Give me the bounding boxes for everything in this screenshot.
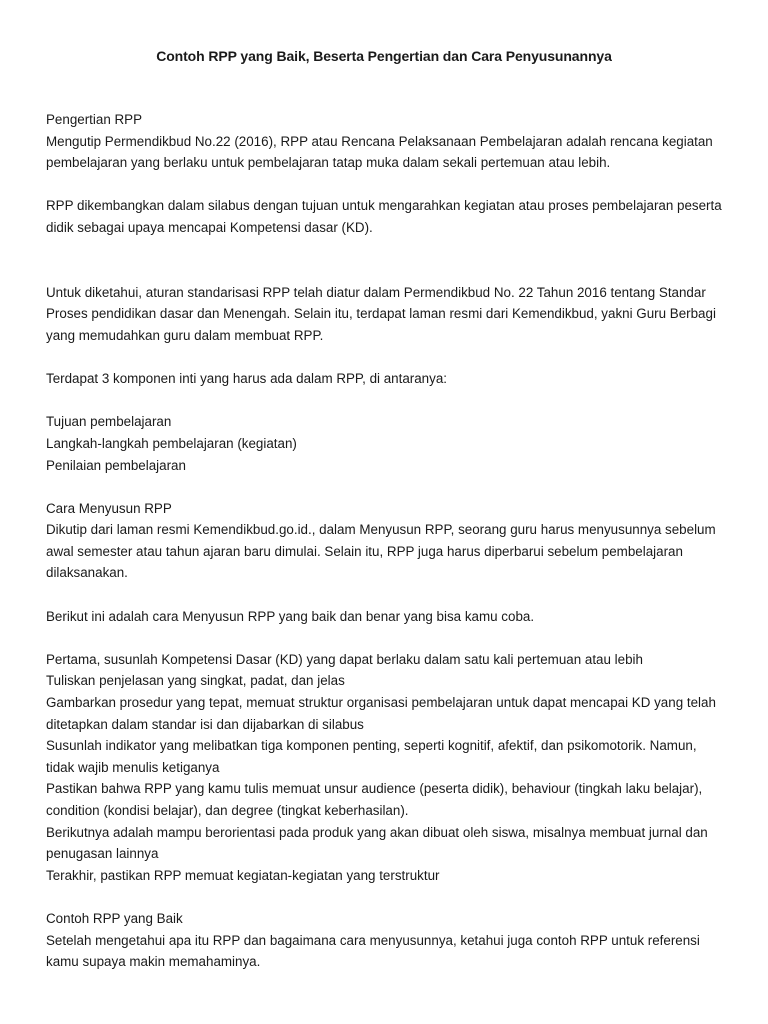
document-title: Contoh RPP yang Baik, Beserta Pengertian dan Cara Penyusunannya bbox=[156, 48, 612, 64]
list-item: Pastikan bahwa RPP yang kamu tulis memuat unsur audience (peserta didik), behaviour (tingkah laku belajar), condition (kondisi belajar), dan degree (tingkat keberhasilan). bbox=[46, 781, 703, 818]
list-item: Susunlah indikator yang melibatkan tiga komponen penting, seperti kognitif, afektif, dan psikomotorik. Namun, tidak wajib menulis ketiganya bbox=[46, 738, 697, 775]
paragraph: Dikutip dari laman resmi Kemendikbud.go.id., dalam Menyusun RPP, seorang guru harus menyusunnya sebelum awal semester atau tahun ajaran baru dimulai. Selain itu, RPP juga harus diperbarui sebelum pembelajaran dilaksanakan. bbox=[46, 522, 716, 581]
spacer bbox=[46, 886, 724, 908]
section-heading-pengertian: Pengertian RPP bbox=[46, 112, 143, 127]
spacer bbox=[46, 627, 724, 649]
section-heading-cara: Cara Menyusun RPP bbox=[46, 500, 172, 516]
spacer bbox=[46, 390, 724, 412]
paragraph: RPP dikembangkan dalam silabus dengan tujuan untuk mengarahkan kegiatan atau proses pembelajaran peserta didik sebagai upaya mencapai Kompetensi dasar (KD). bbox=[46, 198, 722, 235]
paragraph: Mengutip Permendikbud No.22 (2016), RPP atau Rencana Pelaksanaan Pembelajaran adalah rencana kegiatan pembelajaran yang berlaku untuk pembelajaran tatap muka dalam sekali pertemuan atau lebih. bbox=[46, 133, 713, 171]
paragraph: Setelah mengetahui apa itu RPP dan bagaimana cara menyusunnya, ketahui juga contoh RPP untuk referensi kamu supaya makin memahaminya. bbox=[46, 932, 700, 970]
list-item: Terakhir, pastikan RPP memuat kegiatan-kegiatan yang terstruktur bbox=[46, 867, 440, 883]
spacer bbox=[46, 584, 724, 606]
paragraph: Berikut ini adalah cara Menyusun RPP yang baik dan benar yang bisa kamu coba. bbox=[46, 608, 535, 624]
paragraph: Terdapat 3 komponen inti yang harus ada dalam RPP, di antaranya: bbox=[46, 371, 447, 387]
list-item: Tujuan pembelajaran bbox=[46, 414, 172, 430]
spacer bbox=[46, 174, 724, 196]
list-item: Penilaian pembelajaran bbox=[46, 457, 186, 473]
list-item: Pertama, susunlah Kompetensi Dasar (KD) yang dapat berlaku dalam satu kali pertemuan atau lebih bbox=[46, 651, 643, 667]
list-item: Berikutnya adalah mampu berorientasi pada produk yang akan dibuat oleh siswa, misalnya membuat jurnal dan penugasan lainnya bbox=[46, 824, 708, 862]
spacer bbox=[46, 347, 724, 369]
section-heading-contoh: Contoh RPP yang Baik bbox=[46, 910, 183, 926]
paragraph: Untuk diketahui, aturan standarisasi RPP telah diatur dalam Permendikbud No. 22 Tahun 2016 tentang Standar Proses pendidikan dasar dan Menengah. Selain itu, terdapat laman resmi dari Kemendikbud, yakni Guru Berbagi yang memudahkan guru dalam membuat RPP. bbox=[46, 284, 716, 343]
list-item: Gambarkan prosedur yang tepat, memuat struktur organisasi pembelajaran untuk dapat mencapai KD yang telah ditetapkan dalam standar isi dan dijabarkan di silabus bbox=[46, 695, 716, 732]
spacer bbox=[46, 476, 724, 498]
document-body bbox=[46, 109, 724, 973]
list-item: Langkah-langkah pembelajaran (kegiatan) bbox=[46, 435, 297, 451]
list-item: Tuliskan penjelasan yang singkat, padat, dan jelas bbox=[46, 673, 345, 689]
spacer bbox=[46, 239, 724, 282]
